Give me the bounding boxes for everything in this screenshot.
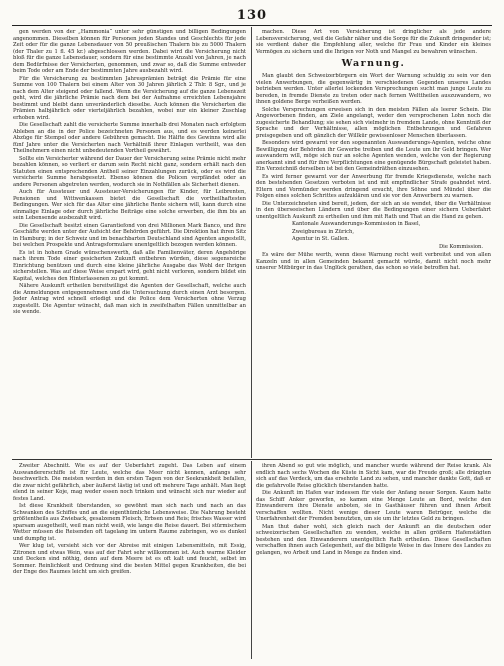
paragraph: Auch für Aussteuer und Aussteuer-Versicherungen für Kinder, für Leibrenten, Pensionen und Wittwenkassen bietet die Gesellschaft die vortheilhaftesten Bedingungen. Wer sich für das Alter eine jährliche Rente sichern will, kann durch eine einmalige Einlage oder durch jährliche Beiträge eine solche erwerben, die ihm bis an sein Lebensende ausbezahlt wird. — [13, 189, 246, 221]
paragraph: Die Gesellschaft zahlt die versicherte Summe innerhalb drei Monaten nach erfolgtem Ableben an die in der Police bezeichneten Personen aus, und es werden keinerlei Abzüge für Stempel oder andere Gebühren gemacht. Die Hälfte des Gewinns wird alle fünf Jahre unter die Versicherten nach Verhältniß ihrer Einlagen vertheilt, was den Theilnehmern einen nicht unbedeutenden Vortheil gewährt. — [13, 122, 246, 154]
column-right-upper — [256, 29, 491, 457]
paragraph: Die Ankunft im Hafen war indessen für viele der Anfang neuer Sorgen. Kaum hatte das Schiff Anker geworfen, so kamen eine Menge Leute an Bord, welche den Einwanderern ihre Dienste anboten, sie in Gasthäuser führen und ihnen Arbeit verschaffen wollten. Nicht wenige dieser Leute waren Betrüger, welche die Unerfahrenheit der Fremden benutzten, um sie um ihr letztes Geld zu bringen. — [256, 490, 491, 522]
paragraph: Besonders wird gewarnt vor den sogenannten Auswanderungs-Agenten, welche ohne Bewilligung der Behörden ihr Gewerbe treiben und die Leute um ihr Geld bringen. Wer auswandern will, möge sich nur an solche Agenten wenden, welche von der Regierung anerkannt sind und für ihre Verpflichtungen eine genügende Bürgschaft geleistet haben. Ein Verzeichniß derselben ist bei den Gemeindräthen einzusehen. — [256, 140, 491, 172]
paragraph: Es wäre der Mühe werth, wenn diese Warnung recht weit verbreitet und von allen Kanzeln und in allen Gemeinden bekannt gemacht würde, damit nicht noch mehr unserer Mitbürger in das Unglück gerathen, das schon so viele betroffen hat. — [256, 252, 491, 271]
paragraph: Für die Versicherung zu bestimmten Jahresprämien beträgt die Prämie für eine Summe von 100 Thalern bei einem Alter von 30 Jahren jährlich 2 Thlr. 8 Sgr., und je nach dem Alter steigend oder fallend. Wenn die Versicherung auf die ganze Lebenszeit geht, wird die jährliche Prämie nach dem bei der Aufnahme erreichten Lebensjahre bestimmt und bleibt dann unveränderlich dieselbe. Auch können die Versicherten die Prämien halbjährlich oder vierteljährlich bezahlen, wobei nur ein kleiner Zuschlag erhoben wird. — [13, 75, 246, 121]
column-divider — [251, 27, 252, 458]
paragraph: Ist diese Krankheit überstanden, so gewöhnt man sich nach und nach an das Schwanken des Schiffes und an die eigenthümliche Lebensweise. Die Nahrung besteht größtentheils aus Zwieback, gesalzenem Fleisch, Erbsen und Reis; frisches Wasser wird sparsam ausgetheilt, weil man nicht weiß, wie lange die Reise dauert. Bei stürmischem Wetter müssen die Reisenden oft tagelang im untern Raume zubringen, wo es dunkel und dumpfig ist. — [13, 503, 246, 542]
header-rule — [12, 25, 492, 26]
paragraph: gen werden von der „Hammonia“ unter sehr günstigen und billigen Bedingungen angenommen. Dieselben können für Personen jeden Standes und Geschlechts für jede Zeit oder für die ganze Lebensdauer von 50 preußischen Thalern bis zu 5000 Thalern (der Thaler zu 1 fl. 45 kr.) abgeschlossen werden. Dabei wird die Versicherung nicht bloß für die ganze Lebensdauer, sondern für eine bestimmte Anzahl von Jahren, je nach dem Bedürfnisse der Versicherten, genommen, und zwar so, daß die Summe entweder beim Tode oder am Ende der bestimmten Jahre ausbezahlt wird. — [13, 29, 246, 74]
paragraph: Es wird ferner gewarnt vor der Anwerbung für fremde Kriegsdienste, welche nach den bestehenden Gesetzen verboten ist und mit empfindlicher Strafe geahndet wird. Eltern und Vormünder werden dringend ersucht, ihre Söhne und Mündel über die Folgen eines solchen Schrittes aufzuklären und sie vor den Anwerbern zu warnen. — [256, 173, 491, 199]
paragraph: Sollte ein Versicherter während der Dauer der Versicherung seine Prämie nicht mehr bezahlen können, so verliert er darum sein Recht nicht ganz, sondern erhält nach den Statuten einen entsprechenden Antheil seiner Einzahlungen zurück, oder es wird die versicherte Summe herabgesetzt. Ebenso können die Policen verpfändet oder an andere Personen abgetreten werden, wodurch sie in Nothfällen als Sicherheit dienen. — [13, 155, 246, 188]
column-divider-lower — [251, 461, 252, 659]
paragraph: Man thut daher wohl, sich gleich nach der Ankunft an die deutschen oder schweizerischen Gesellschaften zu wenden, welche in allen größern Hafenstädten bestehen und den Einwanderern unentgeltlich Rath ertheilen. Diese Gesellschaften verschaffen ihnen auch Gelegenheit, auf die billigste Weise in das Innere des Landes zu gelangen, wo Arbeit und Land in Menge zu finden sind. — [256, 523, 491, 556]
paragraph: Nähere Auskunft ertheilen bereitwilligst die Agenten der Gesellschaft, welche auch die Anmeldungen entgegennehmen und die Untersuchung durch einen Arzt besorgen. Jeder Antrag wird schnell erledigt und die Police dem Versicherten ohne Verzug zugestellt. Die Agentur wünscht, daß man sich in zweifelhaften Fällen unmittelbar an sie wende. — [13, 283, 246, 315]
signature: Die Kommission. — [439, 243, 483, 250]
paragraph: Man glaubt den Schweizerbürgern ein Wort der Warnung schuldig zu sein vor den vielen Anwerbungen, die gegenwärtig in verschiedenen Gegenden unseres Landes betrieben werden. Unter allerlei lockenden Versprechungen sucht man junge Leute zu bereden, in fremde Dienste zu treten oder nach fernen Welttheilen auszuwandern, wo ihnen goldene Berge verheißen werden. — [256, 73, 491, 105]
column-right-lower — [256, 463, 491, 659]
column-left-lower — [13, 463, 246, 659]
section-rule — [12, 459, 492, 460]
paragraph: Wer klug ist, versieht sich vor der Abreise mit einigen Lebensmitteln, mit Essig, Zitronen und etwas Wein, was auf der Fahrt sehr willkommen ist. Auch warme Kleider und Decken sind nöthig, denn auf dem Meere ist es oft kalt und feucht, selbst im Sommer. Reinlichkeit und Ordnung sind die besten Mittel gegen Krankheiten, die bei der Enge des Raumes leicht um sich greifen. — [13, 543, 246, 575]
paragraph: machen. Diese Art von Versicherung ist dringlicher als jede andere Lebensversicherung, weil die Gefahr näher und die Sorge für die Zukunft dringender ist; sie verdient daher die Empfehlung aller, welche für Frau und Kinder ein kleines Vermögen zu sichern und die Ihrigen vor Noth und Mangel zu bewahren wünschen. — [256, 29, 491, 55]
paragraph: Die Gesellschaft besitzt einen Garantiefond von drei Millionen Mark Banco, und ihre Geschäfte werden unter der Aufsicht der Behörden geführt. Die Direktion hat ihren Sitz in Hamburg; in der Schweiz und im benachbarten Deutschland sind Agenten angestellt, bei welchen Prospekte und Antragsformulare unentgeltlich bezogen werden können. — [13, 222, 246, 248]
paragraph: Zweiter Abschnitt. Wie es auf der Ueberfahrt zugeht. Das Leben auf einem Auswandererschiffe ist für Leute, welche das Meer nicht kennen, anfangs sehr beschwerlich. Die meisten werden in den ersten Tagen von der Seekrankheit befallen, die zwar nicht gefährlich, aber äußerst lästig ist und oft mehrere Tage anhält. Man liegt elend in seiner Koje, mag weder essen noch trinken und wünscht sich nur wieder auf festes Land. — [13, 463, 246, 502]
address-line: Kantonale Auswanderungs-Kommission in Basel, — [292, 221, 421, 227]
column-left-upper — [13, 29, 246, 457]
paragraph: Die Unterzeichneten sind bereit, jedem, der sich an sie wendet, über die Verhältnisse in den überseeischen Ländern und über die Bedingungen einer sichern Ueberfahrt unentgeltlich Auskunft zu ertheilen und ihm mit Rath und That an die Hand zu gehen. — [256, 200, 491, 220]
address-line: Zweigbureau in Zürich, — [292, 228, 355, 235]
page-number: 130 — [236, 8, 268, 23]
address-line: Agentur in St. Gallen. — [292, 236, 350, 242]
section-heading: Warnung. — [341, 58, 406, 69]
paragraph: ihren Abend so gut wie möglich, und mancher wurde während der Reise krank. Als endlich nach sechs Wochen die Küste in Sicht kam, war die Freude groß; alle drängten sich auf das Verdeck, um das ersehnte Land zu sehen, und mancher dankte Gott, daß er die gefahrvolle Reise glücklich überstanden hatte. — [256, 463, 491, 489]
paragraph: Es ist in hohem Grade wünschenswerth, daß alle Familienväter, deren Angehörige nach ihrem Tode einer gesicherten Zukunft entbehren würden, diese segensreiche Einrichtung benützen und durch eine kleine jährliche Ausgabe das Wohl der Ihrigen sicherstellen. Was auf diese Weise erspart wird, geht nicht verloren, sondern bildet ein Kapital, welches den Hinterlassenen zu gut kommt. — [13, 249, 246, 282]
paragraph: Solche Versprechungen erweisen sich in den meisten Fällen als leerer Schein. Die Angeworbenen finden, am Ziele angelangt, weder den versprochenen Lohn noch die zugesicherte Behandlung; sie sehen sich vielmehr in fremdem Lande, ohne Kenntniß der Sprache und der Verhältnisse, allen möglichen Entbehrungen und Gefahren preisgegeben und oft gänzlich der Willkür gewissenloser Menschen überlassen. — [256, 106, 491, 139]
